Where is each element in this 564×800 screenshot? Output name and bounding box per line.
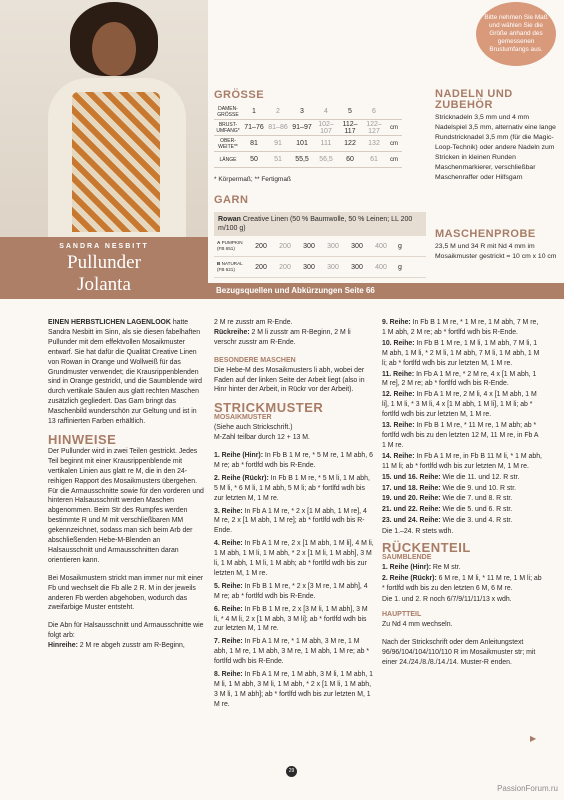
pattern-row-text: In Fb B 1 M re, * 5 M re, 1 M abh, 6 M re; ab * fortlfd wdh bis R-Ende.: [214, 451, 373, 469]
pattern-row-text: Wie die 7. und 8. R str.: [440, 495, 513, 503]
size-row-label: LÄNGE: [214, 152, 242, 168]
pattern-row: [382, 421, 542, 451]
stitch-pattern-heading: STRICKMUSTER: [214, 400, 324, 416]
pattern-row-label: 17. und 18. Reihe:: [382, 484, 441, 492]
vest-shape: [72, 92, 160, 232]
pattern-row: [382, 574, 542, 594]
pattern-row-label: 2. Reihe (Rückr):: [214, 474, 269, 482]
yarn-unit: g: [398, 263, 402, 271]
continue-arrow-icon: ▶: [530, 734, 537, 743]
pattern-row-text: Wie die 9. und 10. R str.: [440, 484, 517, 492]
mosaic-intro: (Siehe auch Strickschrift.) M-Zahl teilbar durch 12 + 13 M.: [214, 424, 310, 442]
size-unit: cm: [386, 136, 402, 152]
size-cell: 61: [362, 152, 386, 168]
pattern-row-label: 15. und 16. Reihe:: [382, 473, 441, 481]
size-heading: GRÖSSE: [214, 89, 265, 101]
pattern-row-text: 6 M re, 1 M li, * 11 M re, 1 M li; ab * fortlfd wdh bis zu den letzten 6 M, 6 M re.: [382, 574, 542, 592]
pattern-row-text: In Fb A 1 M re, 2 x [1 M abh, 1 M li], 4 M li, 1 M abh, 1 M li, 1 M abh, * 2 x [1 M li, 1 M abh], 3 M li, 1 M abh, 1 M li, 1 M abh; ab * fortlfd wdh bis zur letzten M, 1 M re.: [214, 540, 374, 577]
pattern-row: [382, 339, 542, 369]
col2-p2: [214, 328, 374, 348]
size-cell: 91: [266, 136, 290, 152]
pattern-row-text: Wie die 11. und 12. R str.: [440, 473, 520, 481]
yarn-color-label: [214, 261, 249, 273]
pattern-row-label: 6. Reihe:: [214, 605, 243, 613]
main-part-final: Nach der Strickschrift oder dem Anleitungstext 96/96/104/104/110/110 R im Mosaikmuster str; mit einer 24./24./8./8./14./14. Muster-R enden.: [382, 639, 536, 667]
size-cell: 112–117: [338, 120, 362, 136]
pattern-row: [382, 505, 542, 515]
yarn-header: [214, 212, 426, 236]
main-part-heading: HAUPTTEIL: [382, 611, 422, 619]
pattern-row: [214, 670, 374, 710]
pattern-row-text: In Fb A 1 M re, 1 M abh, 3 M li, 1 M abh, 1 M li, 1 M abh, 3 M li, 1 M abh, * 2 x [1 M li, 1 M abh, 3 M li, 1 M abh]; ab * fortlfd wdh bis zur letzten M, 1 M re.: [214, 671, 373, 708]
yarn-amount: 200: [255, 263, 267, 271]
notes-heading: HINWEISE: [48, 431, 117, 447]
size-cell: 71–76: [242, 120, 266, 136]
watermark: PassionForum.ru: [497, 784, 558, 793]
pattern-row-text: In Fb B 1 M re, * 5 M li, 1 M abh, 5 M li, * 6 M li, 1 M abh, 5 M li; ab * fortlfd wdh bis zur letzten M, 1 M re.: [214, 474, 370, 502]
size-cell: 81–86: [266, 120, 290, 136]
size-row: [214, 136, 402, 152]
notes-p2: Bei Mosaikmustern strickt man immer nur mit einer Fb und wechselt die Fb alle 2 R. M in der jeweils anderen Fb werden abgehoben, wodurch das zweifarbige Muster entsteht.: [48, 574, 204, 612]
size-cell: 51: [266, 152, 290, 168]
pattern-row-text: Die 1.–24. R stets wdh.: [382, 528, 454, 536]
pattern-row: [382, 595, 542, 605]
rueckreihe-text: 2 M li zusstr am R-Beginn, 2 M li verschr zusstr am R-Ende.: [214, 328, 351, 346]
pattern-row-text: In Fb A 1 M re, * 2 M re, 4 x [1 M abh, 1 M re], 2 M re; ab * fortlfd wdh bis R-Ende.: [382, 370, 537, 388]
size-cell: 5: [338, 104, 362, 120]
yarn-desc: Creative Linen (50 % Baumwolle, 50 % Leinen; LL 200 m/100 g): [218, 216, 413, 232]
size-cell: 91–97: [290, 120, 314, 136]
yarn-color-name: NATURAL (FB 621): [217, 261, 243, 272]
yarn-row: [214, 236, 426, 257]
pattern-row-text: In Fb A 1 M re, 2 M li, 4 x [1 M abh, 1 M li], 1 M li, * 3 M li, 4 x [1 M abh, 1 M li], 1 M li; ab * fortlfd wdh bis zur letzten M, 1 M re.: [382, 391, 537, 419]
size-row-label: OBER-WEITE**: [214, 136, 242, 152]
hem-heading: SAUMBLENDE: [382, 553, 432, 561]
yarn-row: [214, 257, 426, 278]
needles-heading: NADELN UND ZUBEHÖR: [435, 88, 513, 111]
pattern-row: [382, 516, 542, 526]
yarn-amount: 300: [327, 263, 339, 271]
size-cell: 50: [242, 152, 266, 168]
size-cell: 122–127: [362, 120, 386, 136]
yarn-color-name: PUMPKIN (FB 651): [217, 240, 243, 251]
intro-paragraph: [48, 318, 206, 427]
pattern-row-text: Die 1. und 2. R noch 6/7/9/11/11/13 x wdh.: [382, 595, 512, 603]
needles-text: Stricknadeln 3,5 mm und 4 mm Nadelspiel 3,5 mm, alternativ eine lange Rundstricknadel 3,5 mm (für die Magic-Loop-Technik) oder andere Nadeln zum Stricken in kleinen Runden Maschenmarkierer, verschließbar Maschenraffer oder Hilfsgarn: [435, 114, 556, 181]
gauge-text: 23,5 M und 34 R mit Nd 4 mm im Mosaikmuster gestrickt = 10 cm x 10 cm: [435, 243, 557, 260]
size-cell: 122: [338, 136, 362, 152]
pattern-row-label: 14. Reihe:: [382, 452, 415, 460]
rueckreihe-label: Rückreihe:: [214, 328, 250, 336]
title-box: [0, 237, 208, 299]
pattern-row-label: 23. und 24. Reihe:: [382, 517, 441, 525]
yarn-heading: GARN: [214, 194, 249, 206]
yarn-amount: 200: [279, 242, 291, 250]
yarn-amount: 300: [351, 242, 363, 250]
size-cell: 6: [362, 104, 386, 120]
column-3: [382, 318, 542, 676]
pattern-row-label: 9. Reihe:: [382, 319, 411, 326]
pattern-row: [214, 582, 374, 602]
pattern-row: [382, 318, 542, 338]
gauge-heading: MASCHENPROBE: [435, 228, 536, 240]
face-shape: [92, 22, 136, 76]
yarn-box: [214, 212, 426, 278]
notes-p1: Der Pullunder wird in zwei Teilen gestrickt. Jedes Teil beginnt mit einer Krausrippenblende mit vertikalen Linien aus glatt re M, die in den 24-reihigen Rapport des Mosaikmusters übergehen. Für die Armausschnitte sowie für den vorderen und hinteren Halsausschnitt werden Maschen abgenommen. Beim Str des Rumpfes werden bestimmte R und M mit verschließbaren MM gekennzeichnet, sodass man sich beim Arb der abschließenden Hebe-M-Blenden an Halsausschnitt und Armausschnitten daran orientieren kann.: [48, 447, 204, 564]
pattern-title-1: Pullunder: [67, 252, 141, 273]
size-cell: 111: [314, 136, 338, 152]
pattern-row-text: Wie die 3. und 4. R str.: [440, 517, 513, 525]
page-number: 29: [286, 766, 297, 777]
designer-name: SANDRA NESBITT: [59, 243, 149, 250]
size-cell: 81: [242, 136, 266, 152]
notes-p3-text: Die Abn für Halsausschnitt und Armausschnitte wie folgt arb:: [48, 622, 204, 640]
yarn-amount: 300: [303, 242, 315, 250]
intro-lead: EINEN HERBSTLICHEN LAGENLOOK: [48, 319, 171, 326]
size-footnote: * Körpermaß; ** Fertigmaß: [214, 176, 291, 183]
pattern-row-label: 13. Reihe:: [382, 422, 415, 430]
pattern-row-text: In Fb B 1 M re, * 2 x [3 M re, 1 M abh], 4 M re; ab * fortlfd wdh bis R-Ende.: [214, 582, 368, 600]
pattern-row: [214, 451, 374, 471]
size-cell: 56,5: [314, 152, 338, 168]
pattern-row: [382, 452, 542, 472]
size-cell: 55,5: [290, 152, 314, 168]
pattern-row-text: In Fb A 1 M re, in Fb B 11 M li, * 1 M abh, 11 M li; ab * fortlfd wdh bis zur letzten M, 1 M re.: [382, 452, 542, 470]
yarn-amount: 400: [375, 263, 387, 271]
pattern-row-label: 21. und 22. Reihe:: [382, 506, 441, 514]
pattern-row: [382, 370, 542, 390]
pattern-row: [214, 507, 374, 537]
notes-p3: [48, 621, 206, 651]
size-cell: 3: [290, 104, 314, 120]
size-row-label: DAMEN-GRÖSSE: [214, 104, 242, 120]
sources-bar: Bezugsquellen und Abkürzungen Seite 66: [208, 283, 564, 299]
pattern-row: [214, 539, 374, 579]
pattern-row-text: In Fb B 1 M re, 2 x [3 M li, 1 M abh], 3 M li, * 4 M li, 2 x [1 M abh, 3 M li]; ab * fortlfd wdh bis zur letzten M, 1 M re.: [214, 605, 368, 633]
size-cell: 1: [242, 104, 266, 120]
pattern-row: [214, 605, 374, 635]
pattern-row-label: 12. Reihe:: [382, 391, 415, 399]
main-part-text: Zu Nd 4 mm wechseln.: [382, 621, 453, 629]
col2-p1: 2 M re zusstr am R-Ende.: [214, 319, 293, 326]
size-row-label: BRUST-UMFANG*: [214, 120, 242, 136]
pattern-row-label: 7. Reihe:: [214, 638, 243, 646]
size-table: [214, 104, 402, 168]
size-cell: 2: [266, 104, 290, 120]
pattern-row-label: 11. Reihe:: [382, 370, 415, 378]
size-cell: 60: [338, 152, 362, 168]
pattern-row-text: In Fb A 1 M re, * 1 M abh, 3 M re, 1 M abh, 1 M re, 1 M abh, 3 M re, 1 M abh, 1 M re; ab * fortlfd wdh bis R-Ende.: [214, 638, 370, 666]
notes-hinreihe-text: 2 M re abgeh zusstr am R-Beginn,: [77, 642, 185, 650]
mosaic-heading: MOSAIKMUSTER: [214, 414, 272, 422]
pattern-row: [382, 494, 542, 504]
pattern-row: [214, 474, 374, 504]
pattern-row-label: 3. Reihe:: [214, 507, 243, 515]
size-unit: [386, 104, 402, 120]
pattern-row-label: 4. Reihe:: [214, 540, 243, 548]
size-row: [214, 120, 402, 136]
size-row: [214, 104, 402, 120]
size-unit: cm: [386, 152, 402, 168]
pattern-row-text: Wie die 5. und 6. R str.: [440, 506, 513, 514]
pattern-title-2: Jolanta: [77, 274, 131, 295]
intro-text: hatte Sandra Nesbitt im Sinn, als sie diesen fabelhaften Pullunder mit dem effektvollen Mosaikmuster entwarf. Sie hat dafür die Qualität Creative Linen von Rowan in Orange und Wollweiß für das Grundmuster verwendet; die Krausrippenblenden sind in Orange gestrickt, und die Saumblende wird durch vertikale Säulen aus glatt rechten Maschen zusätzlich gegliedert. Das Garn bringt das Maschenbild wunderschön zur Geltung und ist in 13 raffinierten Farben erhältlich.: [48, 319, 202, 426]
pattern-row: [214, 637, 374, 667]
yarn-amount: 200: [255, 242, 267, 250]
back-heading: RÜCKENTEIL: [382, 540, 471, 556]
size-cell: 101: [290, 136, 314, 152]
pattern-row-label: 2. Reihe (Rückr):: [382, 574, 437, 582]
column-1: [48, 318, 206, 651]
pattern-row-text: In Fb B 1 M re, * 11 M re, 1 M abh; ab * fortlfd wdh bis zu den letzten 12 M, 11 M re, in Fb A 1 M re.: [382, 422, 539, 449]
yarn-brand: Rowan: [218, 216, 241, 223]
notes-hinreihe-label: Hinreihe:: [48, 642, 78, 650]
pattern-row-text: In Fb B 1 M re, 1 M li, 1 M abh, 7 M li, 1 M abh, 1 M li, * 2 M li, 1 M abh, 7 M li, 1 M abh, 1 M li; ab * fortlfd wdh bis zur letzten M, 1 M re.: [382, 339, 540, 367]
yarn-amount: 300: [303, 263, 315, 271]
size-cell: 132: [362, 136, 386, 152]
pattern-row-text: In Fb A 1 M re, * 2 x [1 M abh, 1 M re], 4 M re, 2 x [1 M abh, 1 M re]; ab * fortlfd wdh bis R-Ende.: [214, 507, 367, 535]
yarn-unit: g: [398, 242, 402, 250]
size-row: [214, 152, 402, 168]
yarn-color-letter: A: [217, 240, 221, 245]
size-unit: cm: [386, 120, 402, 136]
pattern-row: [382, 390, 542, 420]
yarn-amount: 300: [327, 242, 339, 250]
pattern-row-label: 8. Reihe:: [214, 671, 243, 679]
yarn-amount: 400: [375, 242, 387, 250]
column-2: [214, 318, 374, 713]
pattern-row-text: Re M str.: [431, 563, 461, 571]
size-hint-bubble: Bitte nehmen Sie Maß und wählen Sie die Größe anhand des gemessenen Brustumfangs aus.: [476, 2, 556, 66]
pattern-row-text: In Fb B 1 M re, * 1 M re, 1 M abh, 7 M re, 1 M abh, 2 M re; ab * fortlfd wdh bis R-Ende.: [382, 319, 539, 336]
pattern-row: [382, 563, 542, 573]
size-cell: 4: [314, 104, 338, 120]
size-cell: 102–107: [314, 120, 338, 136]
pattern-row-label: 19. und 20. Reihe:: [382, 495, 441, 503]
yarn-amount: 300: [351, 263, 363, 271]
yarn-color-label: [214, 240, 249, 252]
pattern-row-label: 1. Reihe (Hinr):: [382, 563, 432, 571]
pattern-row: [382, 473, 542, 483]
pattern-row-label: 1. Reihe (Hinr):: [214, 451, 264, 459]
pattern-row: [382, 484, 542, 494]
yarn-amount: 200: [279, 263, 291, 271]
pattern-row-label: 10. Reihe:: [382, 339, 415, 347]
pattern-row: [382, 527, 542, 537]
yarn-color-letter: B: [217, 261, 221, 266]
special-stitches-text: Die Hebe-M des Mosaikmusters li abh, wobei der Faden auf der linken Seite der Arbeit liegt (also in Hinr hinter der Arbeit, in Rückr vor der Arbeit).: [214, 366, 365, 394]
pattern-row-label: 5. Reihe:: [214, 582, 243, 590]
special-stitches-heading: BESONDERE MASCHEN: [214, 356, 296, 364]
model-photo: [0, 0, 208, 237]
